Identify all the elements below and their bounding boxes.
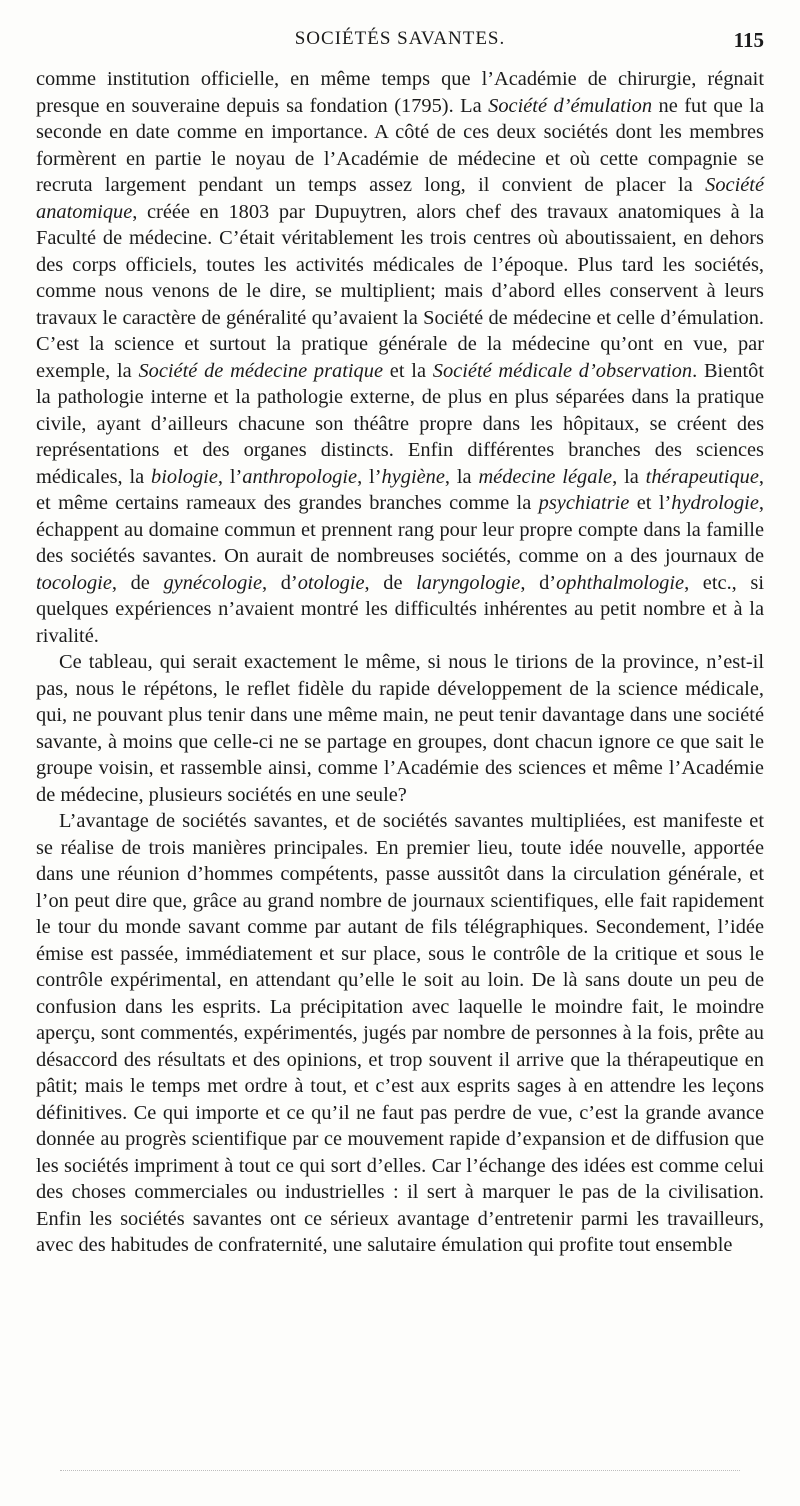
- text-run: et la: [383, 359, 433, 382]
- text-run: , la: [444, 465, 479, 488]
- italic-term: gynécologie: [163, 571, 262, 594]
- page-header: [36, 28, 764, 60]
- text-run: Ce tableau, qui serait exactement le même, si nous le tirions de la province, n’est-il pas, nous le répétons, le reflet fidèle du rapide développement de la science médicale, qui, ne pouvant plus tenir dans une même main, ne peut tenir davantage dans une société savante, à moins que celle-ci ne se partage en groupes, dont chacun ignore ce que sait le groupe voisin, et rassemble ainsi, comme l’Académie des sciences et même l’Académie de médecine, plusieurs sociétés en une seule?: [36, 651, 764, 806]
- text-run: , de: [364, 571, 417, 594]
- italic-term: Société anatomique: [36, 174, 764, 223]
- text-run: et l’: [629, 492, 672, 514]
- running-title: SOCIÉTÉS SAVANTES.: [294, 28, 506, 49]
- page-number: 115: [733, 28, 764, 52]
- italic-term: anthropologie: [242, 465, 358, 488]
- text-run: , d’: [520, 571, 557, 594]
- text-run: , etc., si quelques expériences n’avaient montré les difficultés inhérentes au petit nombre et à la rivalité.: [36, 571, 764, 647]
- text-run: , de: [111, 571, 164, 594]
- italic-term: psychiatrie: [538, 492, 630, 514]
- italic-term: hydrologie: [671, 492, 759, 514]
- italic-term: Société de médecine pratique: [138, 359, 383, 382]
- text-run: , la: [612, 465, 646, 488]
- text-run: , échappent au domaine commun et prennent rang pour leur propre compte dans la famille des sociétés savantes. On aurait de nombreuses sociétés, comme on a des journaux de: [36, 492, 764, 567]
- italic-term: ophthalmologie: [556, 571, 685, 594]
- paragraph-2: [36, 649, 764, 808]
- text-run: comme institution officielle, en même temps que l’Académie de chirurgie, régnait presque en souveraine depuis sa fondation (1795). La: [36, 68, 764, 117]
- italic-term: laryngologie: [416, 571, 521, 594]
- italic-term: biologie: [151, 465, 218, 488]
- text-run: , et même certains rameaux des grandes branches comme la: [36, 465, 765, 514]
- page-bottom-edge: [60, 1470, 740, 1475]
- text-run: , d’: [262, 571, 298, 594]
- italic-term: tocologie: [36, 571, 112, 594]
- text-run: . Bientôt la pathologie interne et la pathologie externe, de plus en plus séparées dans la pratique civile, ayant d’ailleurs chacune son théâtre propre dans les hôpitaux, se créent des représentations et des organes distincts. Enfin différentes branches des sciences médicales, la: [36, 359, 764, 488]
- italic-term: Société d’émulation: [488, 94, 653, 117]
- italic-term: médecine légale: [478, 465, 613, 488]
- italic-term: otologie: [297, 571, 365, 594]
- paragraph-1: [36, 66, 764, 649]
- text-run: , l’: [217, 465, 243, 488]
- paragraph-3: [36, 808, 764, 1259]
- text-run: L’avantage de sociétés savantes, et de sociétés savantes multipliées, est manifeste et se réalise de trois manières principales. En premier lieu, toute idée nouvelle, apportée dans une réunion d’hommes compétents, passe aussitôt dans la circulation générale, et l’on peut dire que, grâce au grand nombre de journaux scientifiques, elle fait rapidement le tour du monde savant comme par autant de fils télégraphiques. Secondement, l’idée émise est passée, immédiatement et sur place, sous le contrôle de la critique et sous le contrôle expérimental, en attendant qu’elle le soit au loin. De là sans doute un peu de confusion dans les esprits. La précipitation avec laquelle le moindre fait, le moindre aperçu, sont commentés, expérimentés, jugés par nombre de personnes à la fois, prête au désaccord des résultats et des opinions, et trop souvent il arrive que la thérapeutique en pâtit; mais le temps met ordre à tout, et c’est aux esprits sages à en attendre les leçons définitives. Ce qui importe et ce qu’il ne faut pas perdre de vue, c’est la grande avance donnée au progrès scientifique par ce mouvement rapide d’expansion et de diffusion que les sociétés impriment à tout ce qui sort d’elles. Car l’échange des idées est comme celui des choses commerciales ou industrielles : il sert à marquer le pas de la civilisation. Enfin les sociétés savantes ont ce sérieux avantage d’entretenir parmi les travailleurs, avec des habitudes de confraternité, une salutaire émulation qui profite tout ensemble: [36, 810, 764, 1256]
- text-run: , l’: [357, 465, 382, 488]
- body-text: [36, 66, 764, 1259]
- italic-term: thérapeutique: [645, 465, 759, 488]
- italic-term: hygiène: [381, 465, 445, 488]
- text-run: , créée en 1803 par Dupuytren, alors chef des travaux anatomiques à la Faculté de médecine. C’était véritablement les trois centres où aboutissaient, en dehors des corps officiels, toutes les activités médicales de l’époque. Plus tard les sociétés, comme nous venons de le dire, se multiplient; mais d’abord elles conservent à leurs travaux le caractère de généralité qu’avaient la Société de médecine et celle d’émulation. C’est la science et surtout la pratique générale de la médecine qu’ont en vue, par exemple, la: [36, 200, 764, 382]
- italic-term: Société médicale d’observation: [432, 359, 693, 382]
- text-run: ne fut que la seconde en date comme en importance. A côté de ces deux sociétés dont les membres formèrent en partie le noyau de l’Académie de médecine et où cette compagnie se recruta largement pendant un temps assez long, il convient de placer la: [36, 94, 764, 196]
